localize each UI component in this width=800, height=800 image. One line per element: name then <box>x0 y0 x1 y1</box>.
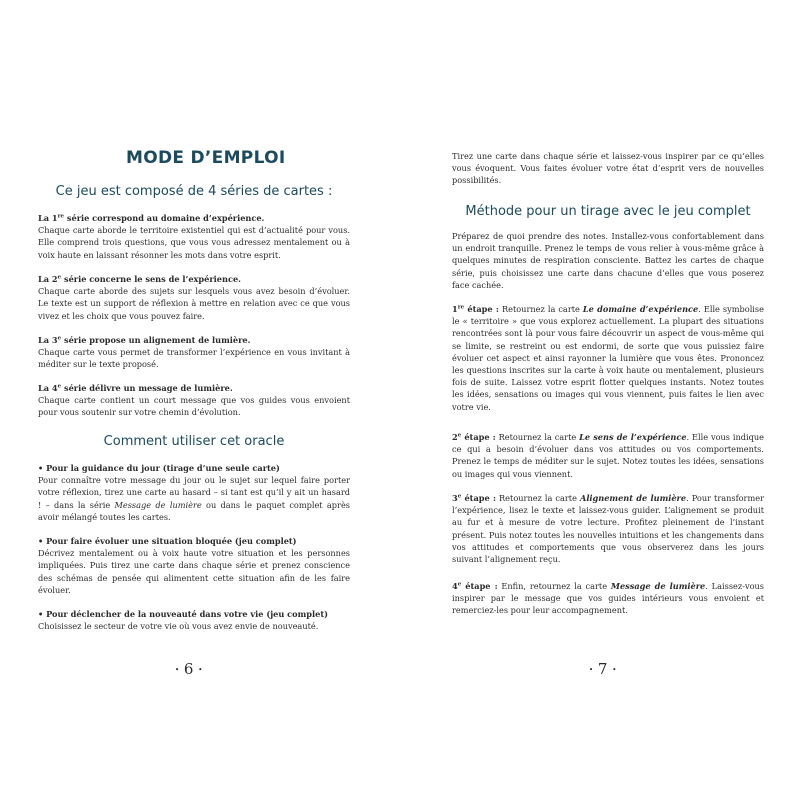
step-1-label: 1re étape : <box>452 304 499 314</box>
step-3-paragraph: 3e étape : Retournez la carte Alignement de lumière. Pour transformer l’expérience, lisez le texte et laissez-vous guider. L’alignement se produit au fur et à mesure de votre lecture. Profitez pleinement de l’instant présent. Puis notez toutes les nouvelles intuitions et les changements dans vos attitudes et comportements que vous observerez dans les jours suivant l’alignement reçu. <box>452 493 764 565</box>
usage-3-text: Choisissez le secteur de votre vie où vous avez envie de nouveauté. <box>38 621 319 632</box>
method-intro-paragraph: Préparez de quoi prendre des notes. Installez-vous confortablement dans un endroit tranquille. Prenez le temps de vous relier à vous-même grâce à quelques minutes de respiration consciente. Battez les cartes de chaque série, puis choisissez une carte dans chacune d’elles que vous poserez face cachée. <box>452 231 764 290</box>
series-3-paragraph <box>38 334 350 371</box>
step-1-card-name: Le domaine d’expérience <box>582 304 699 314</box>
step-4-label: 4e étape : <box>452 581 498 591</box>
usage-heading: Comment utiliser cet oracle <box>103 434 285 449</box>
series-2-text: Chaque carte aborde des sujets sur lesquels vous avez besoin d’évoluer. Le texte est un support de réflexion à mettre en relation avec ce que vous vivez et les choix que vous pouvez faire. <box>38 286 350 321</box>
series-4-heading: La 4e série délivre un message de lumière. <box>38 383 233 393</box>
series-heading: Ce jeu est composé de 4 séries de cartes : <box>55 184 333 199</box>
usage-1-heading: • Pour la guidance du jour (tirage d’une seule carte) <box>38 463 280 473</box>
usage-2-text: Décrivez mentalement ou à voix haute votre situation et les personnes impliquées. Puis tirez une carte dans chaque série et prenez conscience des schémas de pensée qui alimentent cette situation afin de les faire évoluer. <box>38 548 350 595</box>
step-2-label: 2e étape : <box>452 432 496 442</box>
usage-3-paragraph <box>38 608 350 632</box>
series-3-heading: La 3e série propose un alignement de lumière. <box>38 335 251 345</box>
step-3-label: 3e étape : <box>452 493 496 503</box>
series-2-paragraph <box>38 273 350 322</box>
series-1-heading: La 1re série correspond au domaine d’expérience. <box>38 213 265 223</box>
page-title: MODE D’EMPLOI <box>126 148 286 168</box>
usage-2-paragraph <box>38 535 350 596</box>
step-1-paragraph: 1re étape : Retournez la carte Le domaine d’expérience. Elle symbolise le « territoire » que vous explorez actuellement. La plupart des situations rencontrées sont là pour vous faire découvrir un aspect de vous-même qui se limite, se restreint ou est endormi, de sorte que vous puissiez faire évoluer cet aspect et ainsi rayonner la lumière que vous êtes. Prononcez les questions inscrites sur la carte à voix haute ou mentalement, plusieurs fois de suite. Laissez votre esprit flotter quelques instants. Notez toutes les idées, sensations ou images qui vous viennent, puis faites le lien avec votre vie. <box>452 304 764 412</box>
step-4-card-name: Message de lumière <box>610 581 706 591</box>
series-1-paragraph <box>38 212 350 261</box>
left-page <box>38 0 350 800</box>
usage-2-heading: • Pour faire évoluer une situation bloquée (jeu complet) <box>38 536 297 546</box>
step-2-paragraph: 2e étape : Retournez la carte Le sens de l’expérience. Elle vous indique ce qui a besoin d’évoluer dans vos attitudes ou vos comportements. Prenez le temps de méditer sur le sujet. Notez toutes les idées, sensations ou images qui vous viennent. <box>452 432 764 479</box>
series-3-text: Chaque carte vous permet de transformer l’expérience en vous invitant à méditer sur le texte proposé. <box>38 347 350 370</box>
page-number-left: • 6 • <box>175 660 203 678</box>
step-4-paragraph: 4e étape : Enfin, retournez la carte Message de lumière. Laissez-vous inspirer par le message que vos guides intérieurs vous envoient et remerciez-les pour leur accompagnement. <box>452 581 764 616</box>
right-intro-paragraph: Tirez une carte dans chaque série et laissez-vous inspirer par ce qu’elles vous évoquent. Vous faites évoluer votre état d’esprit vers de nouvelles possibilités. <box>452 151 764 186</box>
step-2-card-name: Le sens de l’expérience <box>579 432 687 442</box>
right-page <box>452 0 764 800</box>
series-2-heading: La 2e série concerne le sens de l’expérience. <box>38 274 241 284</box>
series-4-text: Chaque carte contient un court message que vos guides vous envoient pour vous soutenir sur votre chemin d’évolution. <box>38 395 350 418</box>
usage-3-heading: • Pour déclencher de la nouveauté dans votre vie (jeu complet) <box>38 609 328 619</box>
series-4-paragraph <box>38 382 350 419</box>
page-number-right: • 7 • <box>589 660 617 678</box>
usage-1-paragraph: • Pour la guidance du jour (tirage d’une seule carte) Pour connaître votre message du jour ou le sujet sur lequel faire porter votre réflexion, tirez une carte au hasard – si tant est qu’il y ait un hasard ! – dans la série Message de lumière ou dans le paquet complet après avoir mélangé toutes les cartes. <box>38 463 350 522</box>
step-3-card-name: Alignement de lumière <box>579 493 687 503</box>
series-1-text: Chaque carte aborde le territoire existentiel qui est d’actualité pour vous. Elle comprend trois questions, que vous vous adressez mentalement ou à voix haute en laissant résonner les mots dans votre esprit. <box>38 225 350 260</box>
method-heading: Méthode pour un tirage avec le jeu complet <box>465 204 751 219</box>
